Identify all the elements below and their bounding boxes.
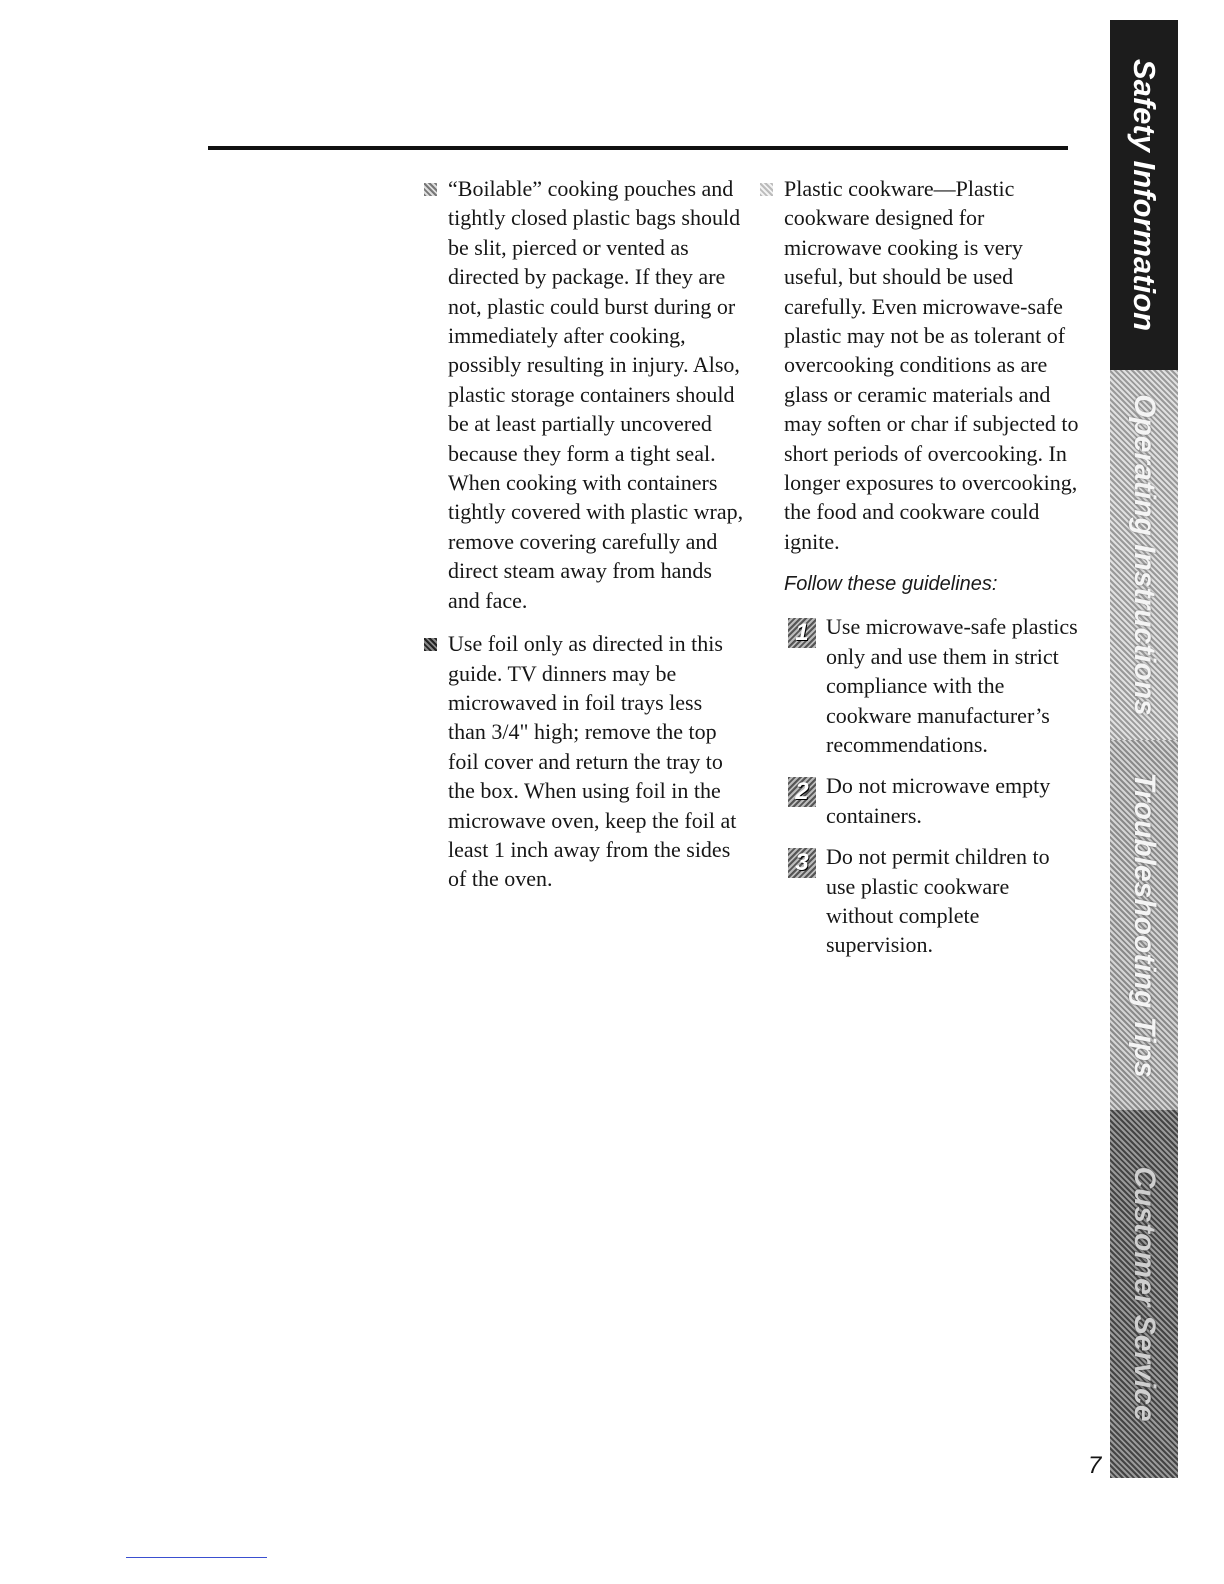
tab-operating-instructions[interactable] [1110,370,1178,740]
bullet-square-icon [760,183,773,196]
bullet-square-icon [424,638,437,651]
page-number: 7 [1088,1452,1102,1479]
bullet-foil [424,629,744,894]
bullet-boilable-pouches [424,174,744,615]
header-rule [208,146,1068,150]
bullet-text: Use foil only as directed in this guide. TV dinners may be microwaved in foil trays less than 3/4" high; remove the top foil cover and return the tray to the box. When using foil in the microwave oven, keep the foil at least 1 inch away from the sides of the oven. [448,631,737,892]
bullet-text: Plastic cookware—Plastic cookware designed for microwave cooking is very useful, but should be used carefully. Even microwave-safe plastic may not be as tolerant of overcooking conditions as are glass or ceramic materials and may soften or char if subjected to short periods of overcooking. In longer exposures to overcooking, the food and cookware could ignite. [784,176,1079,554]
step-number-3-icon: 3 [788,848,816,878]
tab-safety-information[interactable] [1110,20,1178,370]
bullet-square-icon [424,183,437,196]
step-number-1-icon: 1 [788,618,816,648]
guideline-step-3 [760,842,1080,960]
guideline-step-1 [760,612,1080,759]
tab-label: Troubleshooting Tips [1128,772,1161,1078]
bullet-text: “Boilable” cooking pouches and tightly closed plastic bags should be slit, pierced or vented as directed by package. If they are not, plastic could burst during or immediately after cooking, possibly resulting in injury. Also, plastic storage containers should be at least partially uncovered because they form a tight seal. When cooking with containers tightly covered with plastic wrap, remove covering carefully and direct steam away from hands and face. [448,176,744,613]
tab-label: Operating Instructions [1128,394,1161,716]
tab-label: Customer Service [1128,1166,1161,1422]
tab-troubleshooting-tips[interactable] [1110,740,1178,1110]
step-text: Do not microwave empty containers. [826,773,1051,828]
guideline-step-2 [760,771,1080,830]
section-tabs-sidebar [1110,20,1178,1478]
step-text: Use microwave-safe plastics only and use them in strict compliance with the cookware manufacturer’s recommendations. [826,614,1078,757]
step-number-2-icon: 2 [788,777,816,807]
right-column [760,174,1080,972]
step-text: Do not permit children to use plastic cookware without complete supervision. [826,844,1050,958]
tab-label: Safety Information [1127,58,1162,332]
guidelines-subheading: Follow these guidelines: [784,573,998,596]
tab-customer-service[interactable] [1110,1110,1178,1478]
bullet-plastic-cookware [760,174,1080,556]
left-column [424,174,744,908]
footer-line [126,1557,267,1558]
